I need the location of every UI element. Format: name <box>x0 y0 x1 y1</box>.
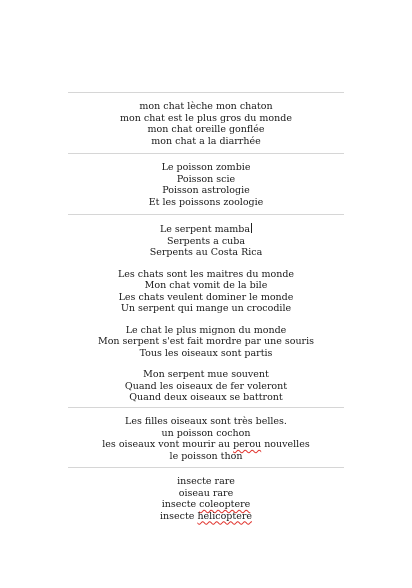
poem-line: Quand deux oiseaux se battront <box>129 392 283 403</box>
stanza-birds <box>0 416 412 462</box>
poem-line: Les chats veulent dominer le monde <box>118 291 294 303</box>
poem-line: Poisson scie <box>176 173 236 185</box>
poem-line: Le poisson zombie <box>161 162 251 173</box>
poem-line-text: Le serpent mamba <box>159 224 251 235</box>
stanza-insects <box>0 476 412 522</box>
poem-line: Quand les oiseaux de fer voleront <box>124 380 288 392</box>
poem-line: Mon serpent mue souvent <box>143 369 269 380</box>
poem-line: insecte rare <box>177 476 235 487</box>
horizontal-rule <box>68 153 344 154</box>
poem-line: oiseau rare <box>178 487 234 499</box>
poem-line: Serpents au Costa Rica <box>149 247 263 258</box>
text-cursor <box>251 223 252 233</box>
poem-line: le poisson thon <box>169 450 243 462</box>
poem-line: insecte coleoptere <box>161 499 251 510</box>
poem-line: mon chat est le plus gros du monde <box>120 112 292 124</box>
stanza-fish <box>0 162 412 208</box>
poem-line: Les chats sont les maitres du monde <box>117 268 295 280</box>
misspelled-word: coleoptere <box>199 499 251 510</box>
poem-line: Un serpent qui mange un crocodile <box>120 303 292 314</box>
poem-line: Le chat le plus mignon du monde <box>125 324 287 336</box>
poem-line: Poisson astrologie <box>162 185 250 196</box>
poem-line: Mon chat vomit de la bile <box>144 280 268 291</box>
poem-line: mon chat oreille gonflée <box>147 124 265 135</box>
poem-line: Serpents a cuba <box>166 235 246 247</box>
poem-line: insecte helicoptere <box>160 510 252 522</box>
poem-line: les oiseaux vont mourir au perou nouvelles <box>102 439 310 450</box>
horizontal-rule <box>68 467 344 468</box>
horizontal-rule <box>68 92 344 93</box>
poem-line: mon chat a la diarrhée <box>151 135 261 147</box>
poem-line: mon chat lèche mon chaton <box>139 101 273 112</box>
horizontal-rule <box>68 407 344 408</box>
poem-line <box>0 223 412 236</box>
poem-line: Tous les oiseaux sont partis <box>139 347 273 359</box>
poem-line: Mon serpent s'est fait mordre par une souris <box>97 336 315 347</box>
misspelled-word: perou <box>233 439 262 450</box>
stanza-cat <box>0 101 412 147</box>
misspelled-word: helicoptere <box>197 510 252 522</box>
poem-line: un poisson cochon <box>161 427 251 439</box>
poem-line: Les filles oiseaux sont très belles. <box>125 416 287 427</box>
stanza-serpent-group <box>0 223 412 404</box>
poem-line: Et les poissons zoologie <box>148 196 264 208</box>
horizontal-rule <box>68 214 344 215</box>
